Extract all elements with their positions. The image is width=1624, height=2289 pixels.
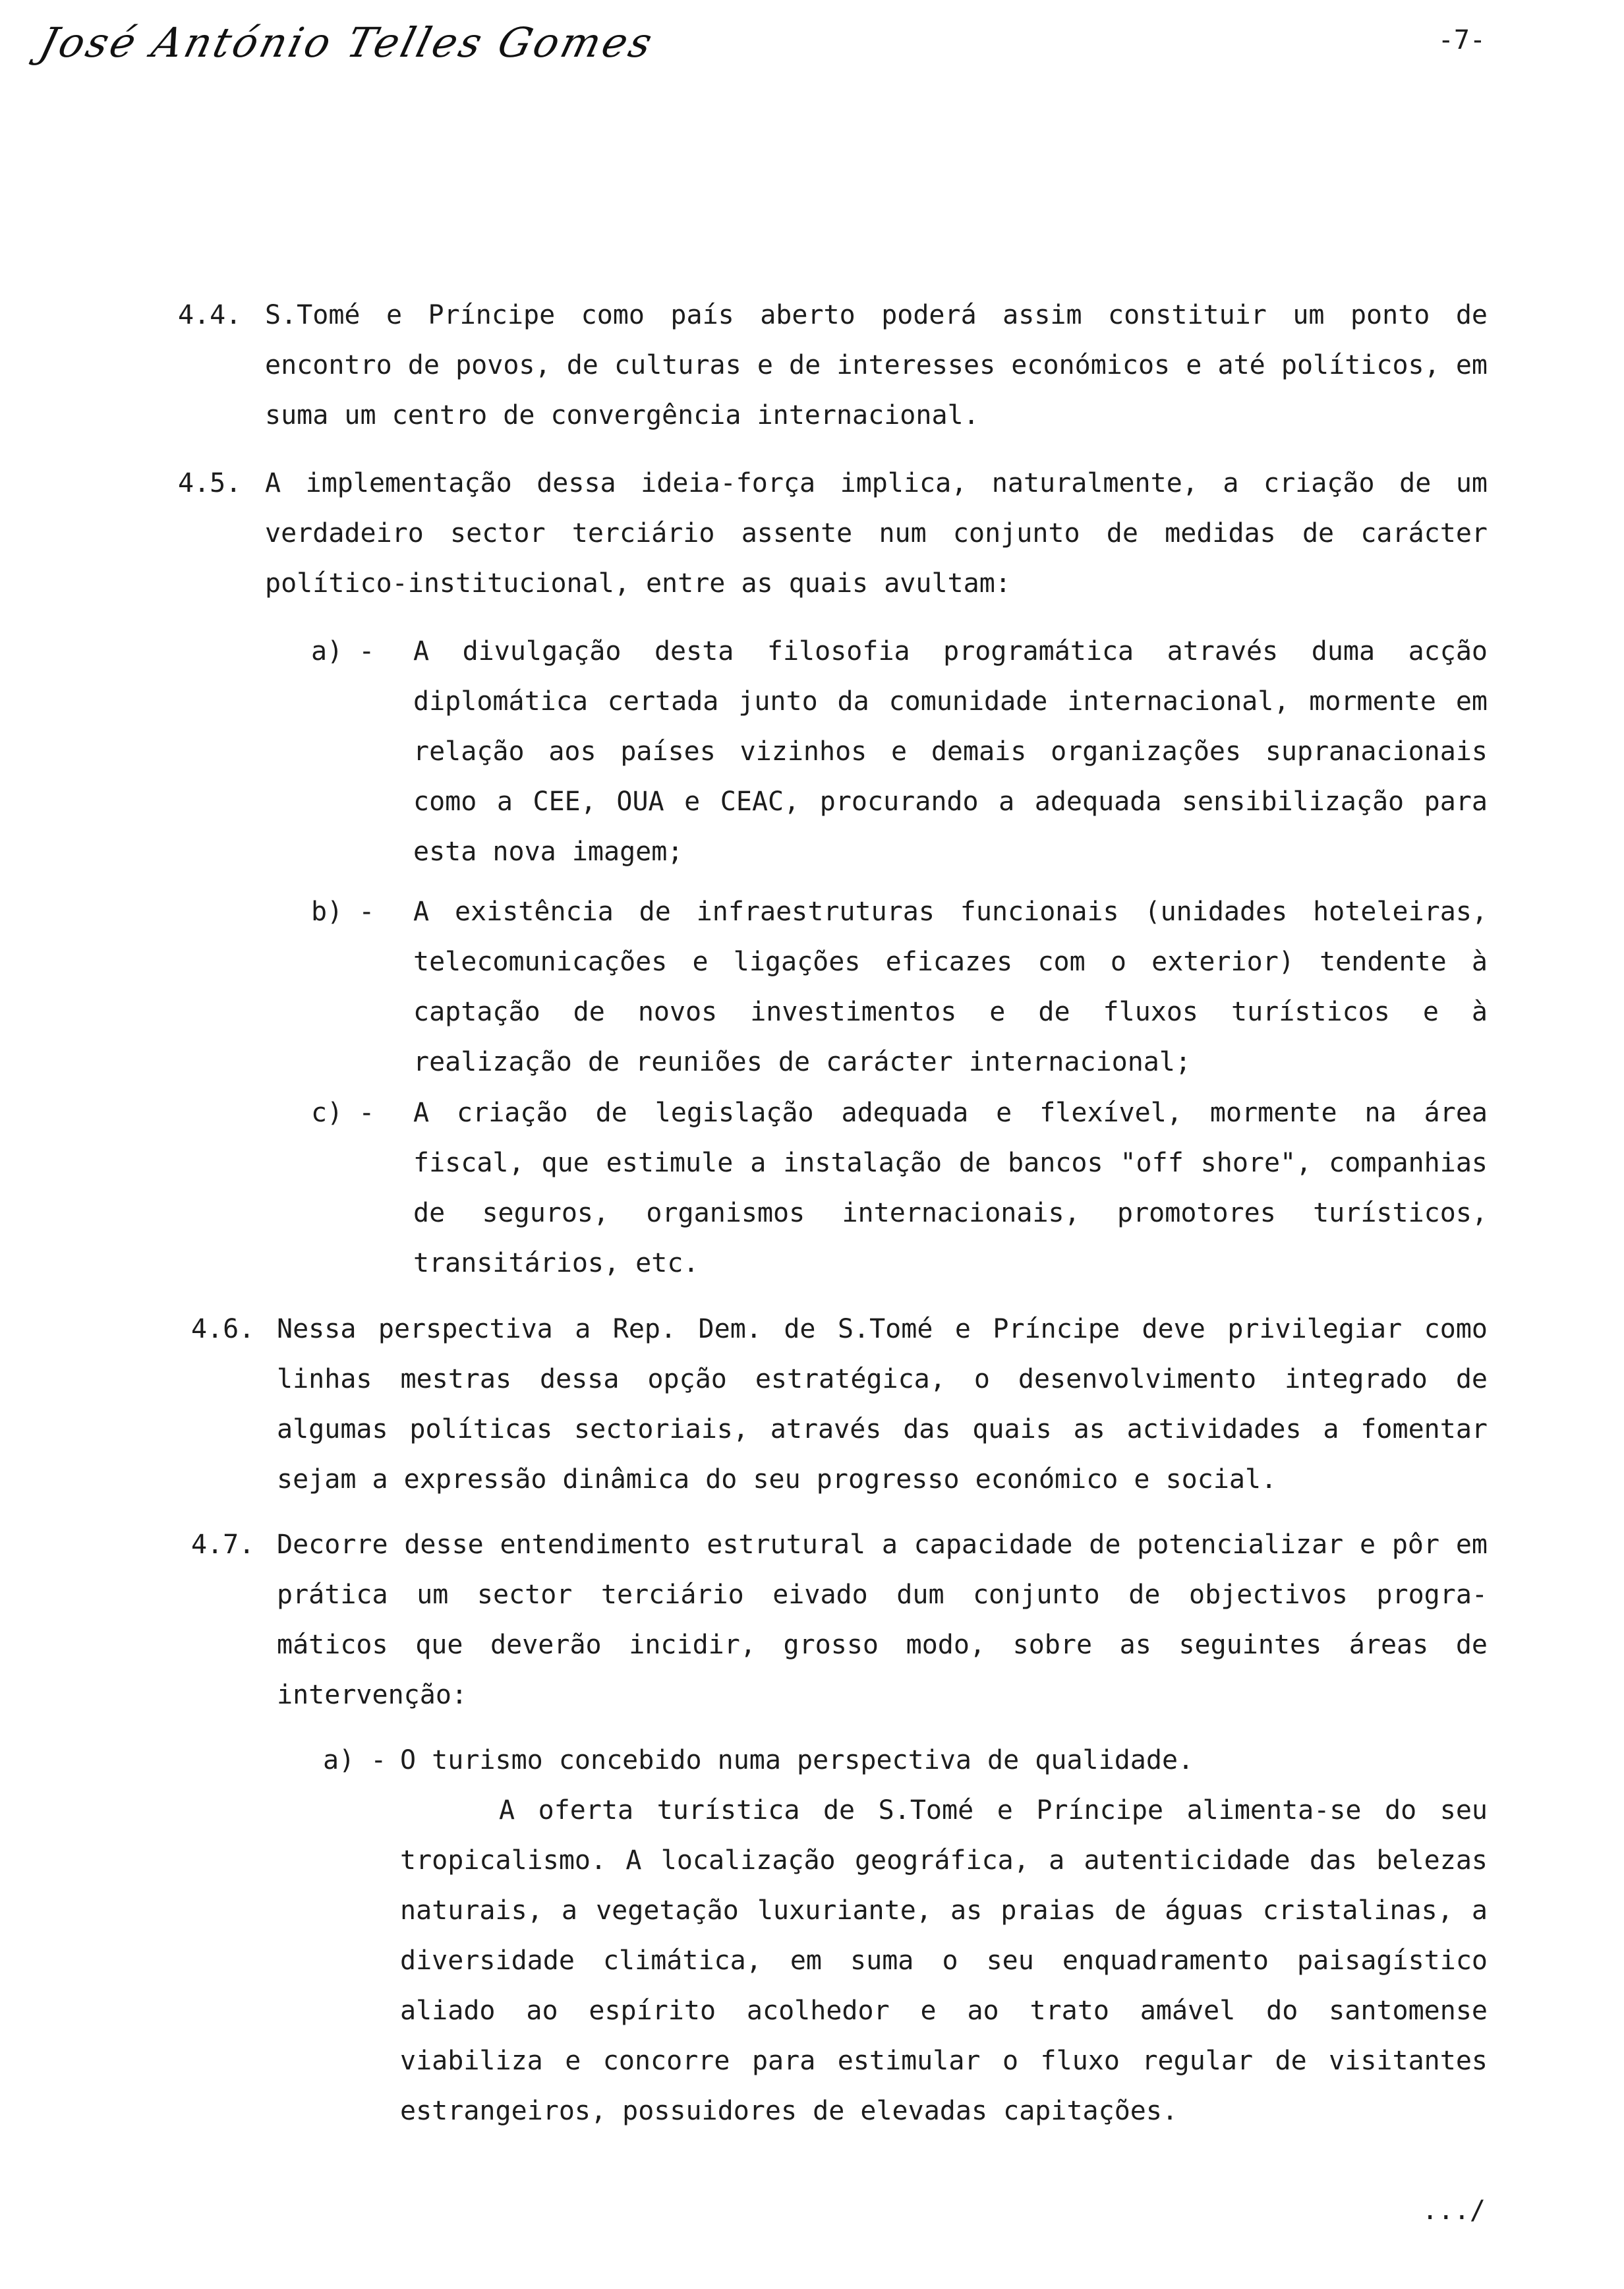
list-item-body xyxy=(400,1735,1488,2136)
list-item-text: A existência de infraestruturas funcionais (unidades hoteleiras, telecomunicações e ligações eficazes com o exterior) tendente à captação de novos investimentos e de fluxos turísticos e à realização de reuniões de carácter internacional; xyxy=(413,897,1488,1077)
list-item-continuation: A oferta turística de S.Tomé e Príncipe alimenta-se do seu tropicalismo. A localização geográfica, a autenticidade das belezas naturais, a vegetação luxuriante, as praias de águas cristalinas, a diversidade climática, em suma o seu enquadramento paisagístico aliado ao espírito acolhedor e ao trato amável do santomense viabiliza e concorre para estimular o fluxo regular de visitantes estrangeiros, possuidores de elevadas capitações. xyxy=(400,1795,1488,2126)
paragraph: A implementação dessa ideia-força implica, naturalmente, a criação de um verdadeiro sector terciário assente num conjunto de medidas de carácter político-institucional, entre as quais avultam: xyxy=(265,468,1488,599)
section-4-4-text xyxy=(265,290,1488,440)
section-number-4-5: 4.5. xyxy=(178,468,242,498)
section-number-4-6: 4.6. xyxy=(191,1314,255,1344)
paragraph: Nessa perspectiva a Rep. Dem. de S.Tomé e Príncipe deve privilegiar como linhas mestras dessa opção estratégica, o desenvolvimento integrado de algumas políticas sectoriais, através das quais as actividades a fomentar sejam a expressão dinâmica do seu progresso económico e social. xyxy=(277,1314,1488,1495)
list-item-label: a) - xyxy=(323,1745,387,1775)
list-item-4-5-a xyxy=(311,626,1488,883)
list-item-label: b) - xyxy=(311,897,375,927)
list-item-4-5-c xyxy=(311,1088,1488,1286)
list-item-label: a) - xyxy=(311,636,375,667)
section-4-5-text xyxy=(265,458,1488,609)
paragraph: S.Tomé e Príncipe como país aberto poderá assim constituir um ponto de encontro de povos, de culturas e de interesses económicos e até políticos, em suma um centro de convergência internacional. xyxy=(265,300,1488,431)
list-item-4-5-b xyxy=(311,887,1488,1085)
section-4-7-text xyxy=(277,1520,1488,1720)
section-number-4-7: 4.7. xyxy=(191,1530,255,1560)
list-item-text: O turismo concebido numa perspectiva de qualidade. xyxy=(400,1745,1194,1775)
continuation-mark: .../ xyxy=(1422,2195,1486,2226)
paragraph: Decorre desse entendimento estrutural a capacidade de potencializar e pôr em prática um sector terciário eivado dum conjunto de objectivos progra- máticos que deverão incidir, grosso modo, sobre as seguintes áreas de intervenção: xyxy=(277,1530,1488,1710)
list-item-4-7-a xyxy=(323,1735,1488,2144)
section-4-6-text xyxy=(277,1304,1488,1504)
page-number: -7- xyxy=(1437,25,1486,55)
list-item-text: A criação de legislação adequada e flexível, mormente na área fiscal, que estimule a instalação de bancos "off shore", companhias de seguros, organismos internacionais, promotores turísticos, transitários, etc. xyxy=(413,1098,1488,1278)
list-item-label: c) - xyxy=(311,1098,375,1128)
section-number-4-4: 4.4. xyxy=(178,300,242,330)
author-signature: José António Telles Gomes xyxy=(34,18,660,67)
list-item-text: A divulgação desta filosofia programática através duma acção diplomática certada junto da comunidade internacional, mormente em relação aos países vizinhos e demais organizações supranacionais como a CEE, OUA e CEAC, procurando a adequada sensibilização para esta nova imagem; xyxy=(413,636,1488,867)
